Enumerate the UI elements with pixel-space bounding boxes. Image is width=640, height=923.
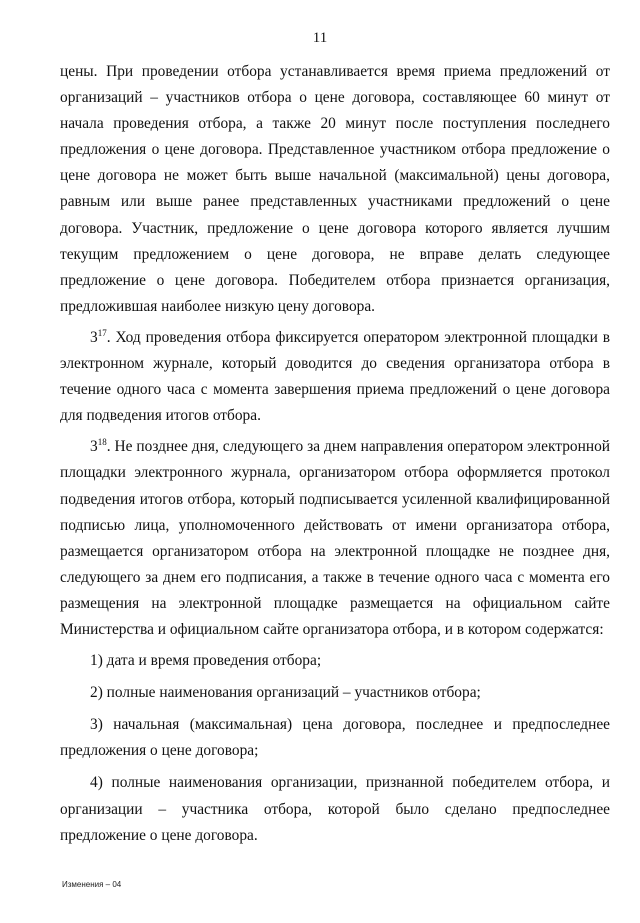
clause-text: . Не позднее дня, следующего за днем направления оператором электронной площадки электронного журнала, организатором отбора оформляется протокол подведения итогов отбора, который подписывается усиленной квалифицированной подписью лица, уполномоченного действовать от имени организатора отбора, размещается организатором отбора на электронной площадке не позднее дня, следующего за днем его подписания, а также в течение одного часа с момента его размещения на электронной площадке размещается на официальном сайте Министерства и официальном сайте организатора отбора, и в котором содержатся: bbox=[60, 438, 610, 638]
page-number: 11 bbox=[312, 30, 328, 46]
footer-revision-note: Изменения – 04 bbox=[62, 880, 122, 889]
list-item: 4) полные наименования организации, признанной победителем отбора, и организации – участника отбора, которой было сделано предпоследнее предложение о цене договора. bbox=[60, 774, 610, 844]
list-item: 2) полные наименования организаций – участников отбора; bbox=[90, 684, 481, 702]
clause-superscript: 17 bbox=[97, 327, 107, 338]
clause-superscript: 18 bbox=[97, 437, 107, 448]
paragraph-continuation: цены. При проведении отбора устанавливается время приема предложений от организаций – участников отбора о цене договора, составляющее 60 минут от начала проведения отбора, а также 20 минут после поступления последнего предложения о цене договора. Представленное участником отбора предложение о цене договора не может быть выше начальной (максимальной) цены договора, равным или выше ранее представленных участниками предложений о цене договора. Участник, предложение о цене договора которого является лучшим текущим предложением о цене договора, не вправе делать следующее предложение о цене договора. Победителем отбора признается организация, предложившая наиболее низкую цену договора. bbox=[60, 63, 610, 315]
paragraph-3-17 bbox=[60, 325, 610, 429]
paragraph-3-18 bbox=[60, 434, 610, 643]
clause-text: . Ход проведения отбора фиксируется оператором электронной площадки в электронном журнале, который доводится до сведения организатора отбора в течение одного часа с момента завершения приема предложений о цене договора для подведения итогов отбора. bbox=[60, 328, 610, 425]
document-body bbox=[60, 59, 610, 855]
list-item: 1) дата и время проведения отбора; bbox=[90, 652, 322, 670]
clause-number: 3 bbox=[90, 328, 98, 346]
clause-number: 3 bbox=[90, 438, 98, 456]
list-item: 3) начальная (максимальная) цена договора, последнее и предпоследнее предложения о цене договора; bbox=[60, 716, 610, 760]
